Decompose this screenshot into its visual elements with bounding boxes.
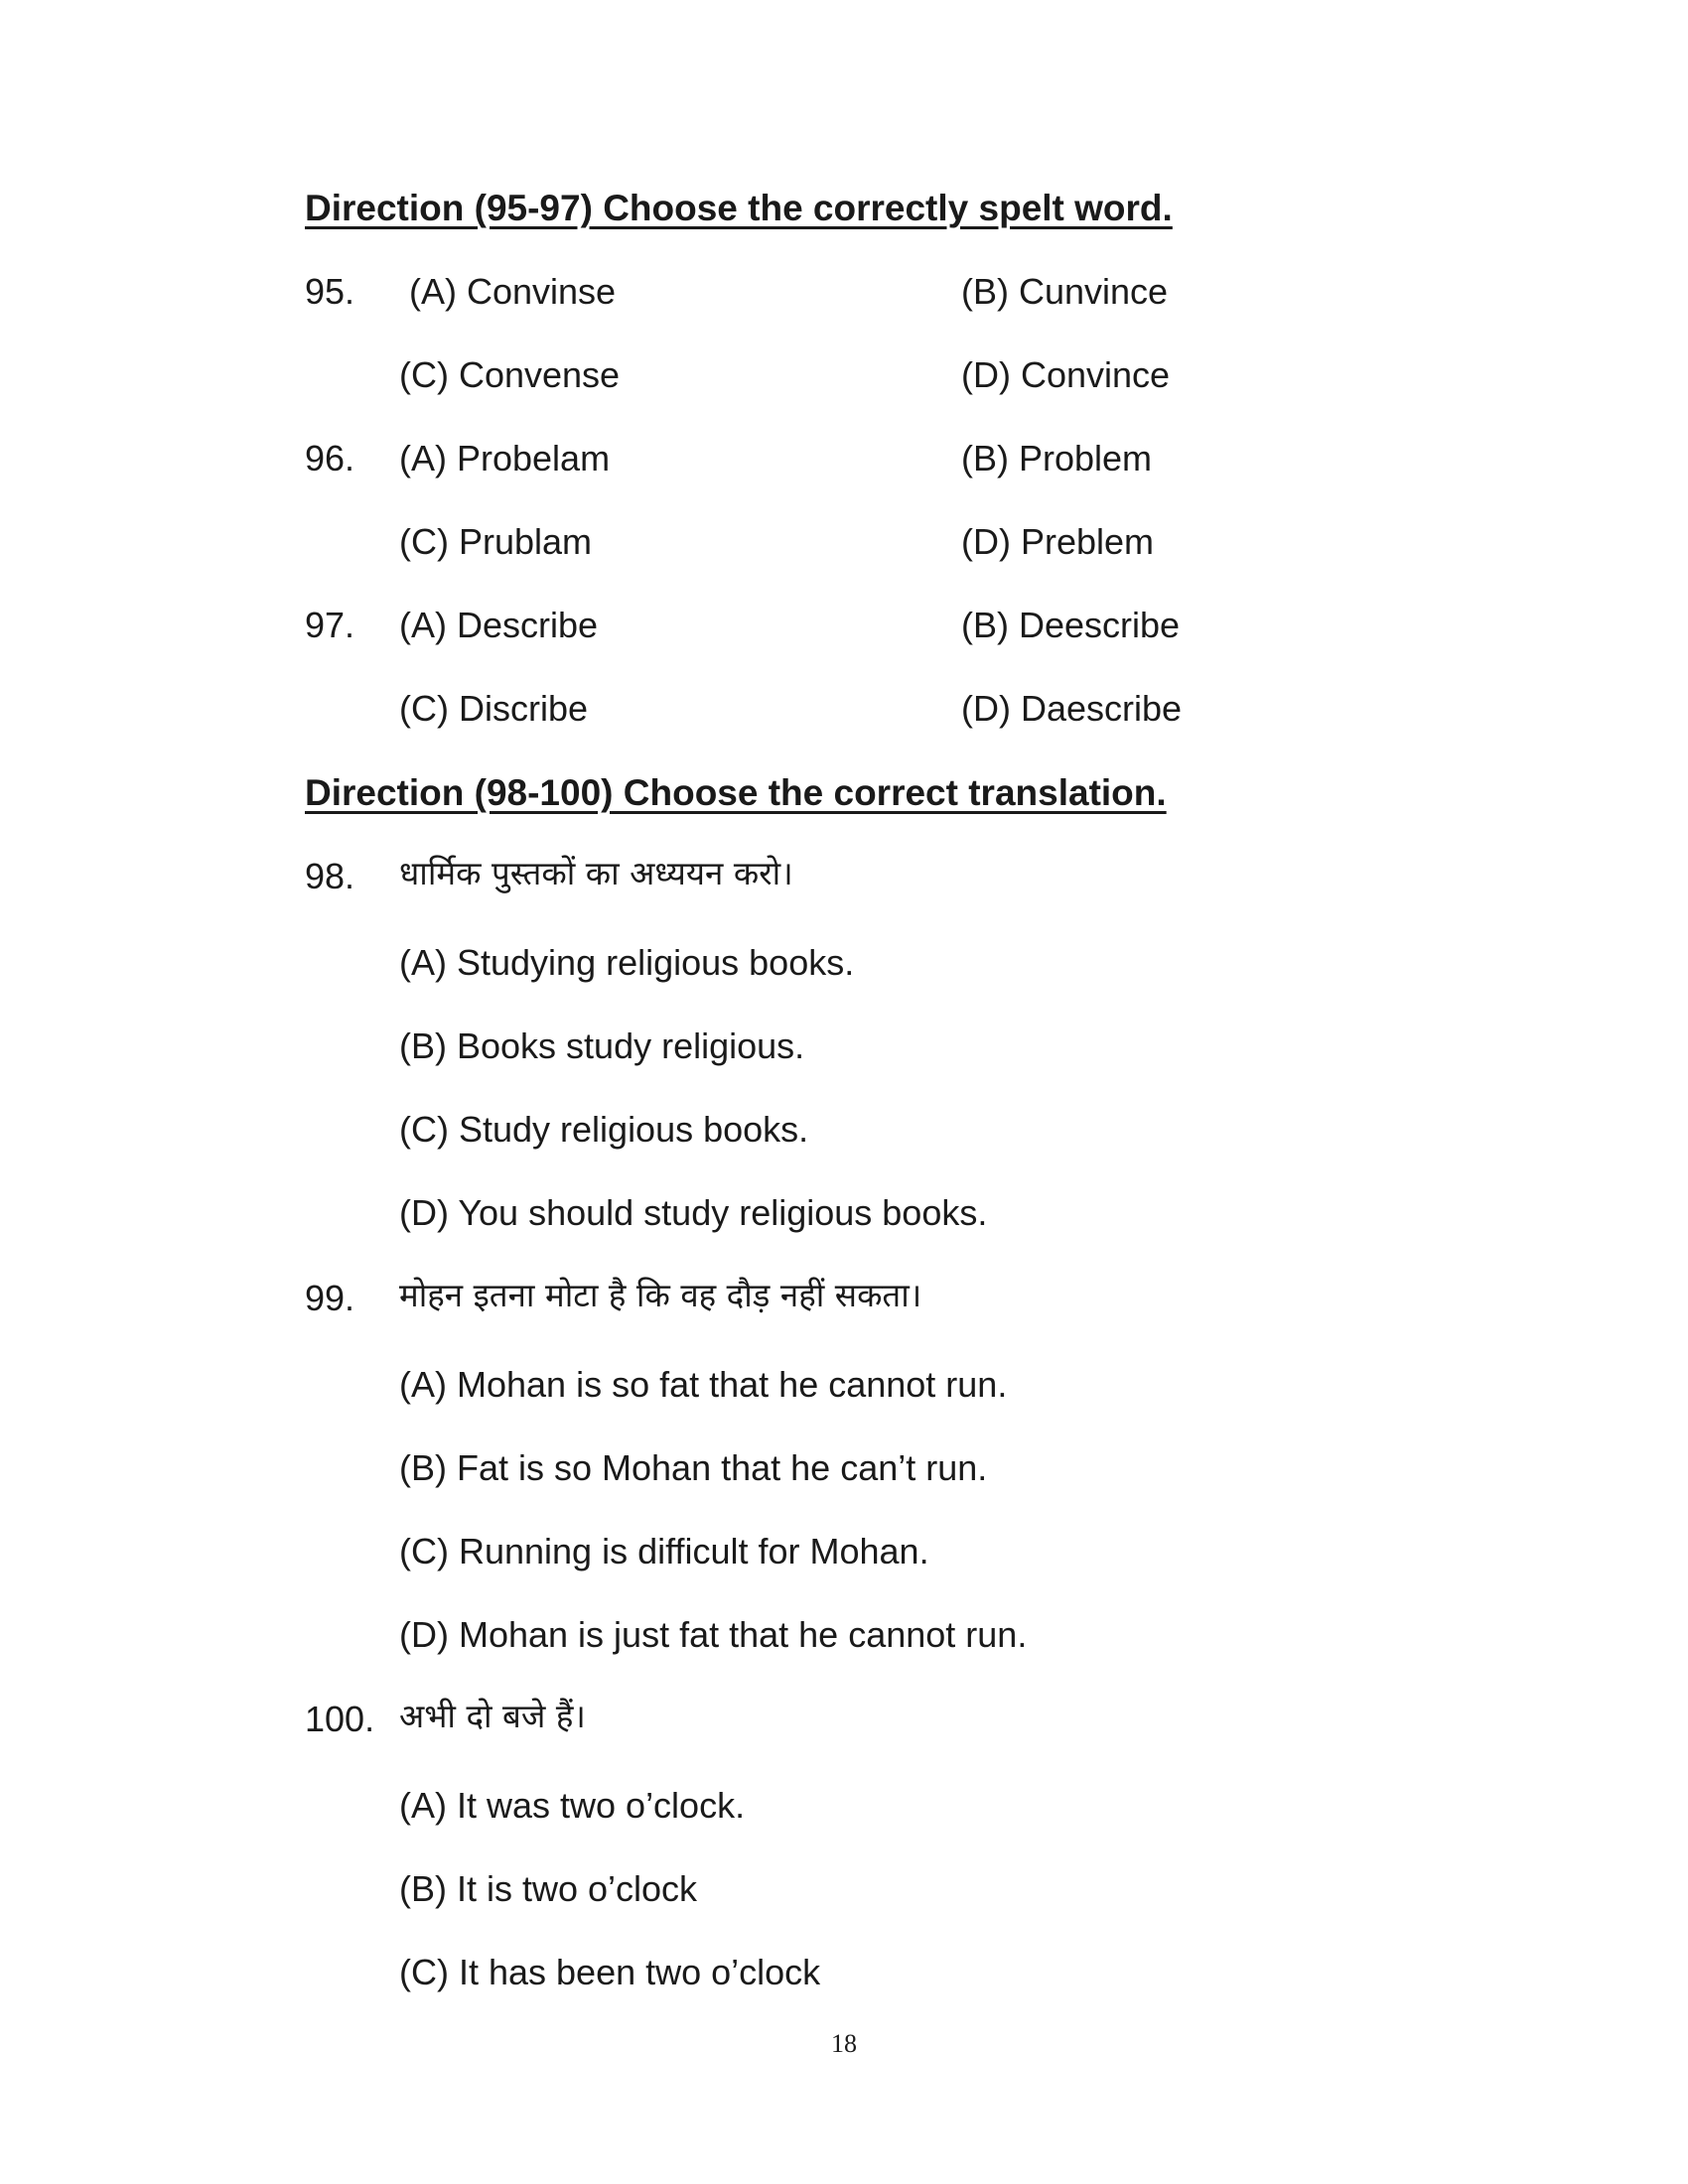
page-number: 18: [831, 2029, 857, 2058]
option-c: (C) It has been two o’clock: [399, 1952, 821, 1992]
option-d: (D) Mohan is just fat that he cannot run.: [399, 1614, 1028, 1655]
option-a: (A) Studying religious books.: [399, 942, 855, 983]
option-b: (B) Deescribe: [961, 605, 1181, 645]
question-number: 97.: [305, 605, 355, 645]
hindi-prompt: अभी दो बजे हैं।: [399, 1697, 586, 1735]
section-heading-spelling: Direction (95-97) Choose the correctly spelt word.: [305, 188, 1173, 228]
option-c: (C) Running is difficult for Mohan.: [399, 1531, 929, 1571]
option-b: (B) Cunvince: [961, 271, 1169, 312]
option-b: (B) Fat is so Mohan that he can’t run.: [399, 1447, 988, 1488]
question-number: 95.: [305, 271, 355, 312]
option-d: (D) Daescribe: [961, 688, 1183, 729]
hindi-prompt: धार्मिक पुस्तकों का अध्ययन करो।: [399, 854, 793, 892]
option-c: (C) Prublam: [399, 521, 593, 562]
option-c: (C) Convense: [399, 354, 621, 395]
option-b: (B) Problem: [961, 438, 1153, 478]
option-b: (B) It is two o’clock: [399, 1868, 698, 1909]
option-d: (D) You should study religious books.: [399, 1192, 988, 1233]
option-a: (A) Mohan is so fat that he cannot run.: [399, 1364, 1008, 1405]
question-number: 100.: [305, 1699, 375, 1739]
option-a: (A) Probelam: [399, 438, 611, 478]
option-a: (A) It was two o’clock.: [399, 1785, 746, 1826]
option-c: (C) Study religious books.: [399, 1109, 809, 1150]
option-a: (A) Describe: [399, 605, 599, 645]
question-number: 98.: [305, 856, 355, 896]
option-c: (C) Discribe: [399, 688, 589, 729]
question-number: 96.: [305, 438, 355, 478]
option-d: (D) Convince: [961, 354, 1171, 395]
question-number: 99.: [305, 1278, 355, 1318]
option-d: (D) Preblem: [961, 521, 1155, 562]
option-b: (B) Books study religious.: [399, 1025, 805, 1066]
section-heading-translation: Direction (98-100) Choose the correct translation.: [305, 772, 1167, 813]
option-a: (A) Convinse: [409, 271, 617, 312]
hindi-prompt: मोहन इतना मोटा है कि वह दौड़ नहीं सकता।: [399, 1276, 922, 1314]
